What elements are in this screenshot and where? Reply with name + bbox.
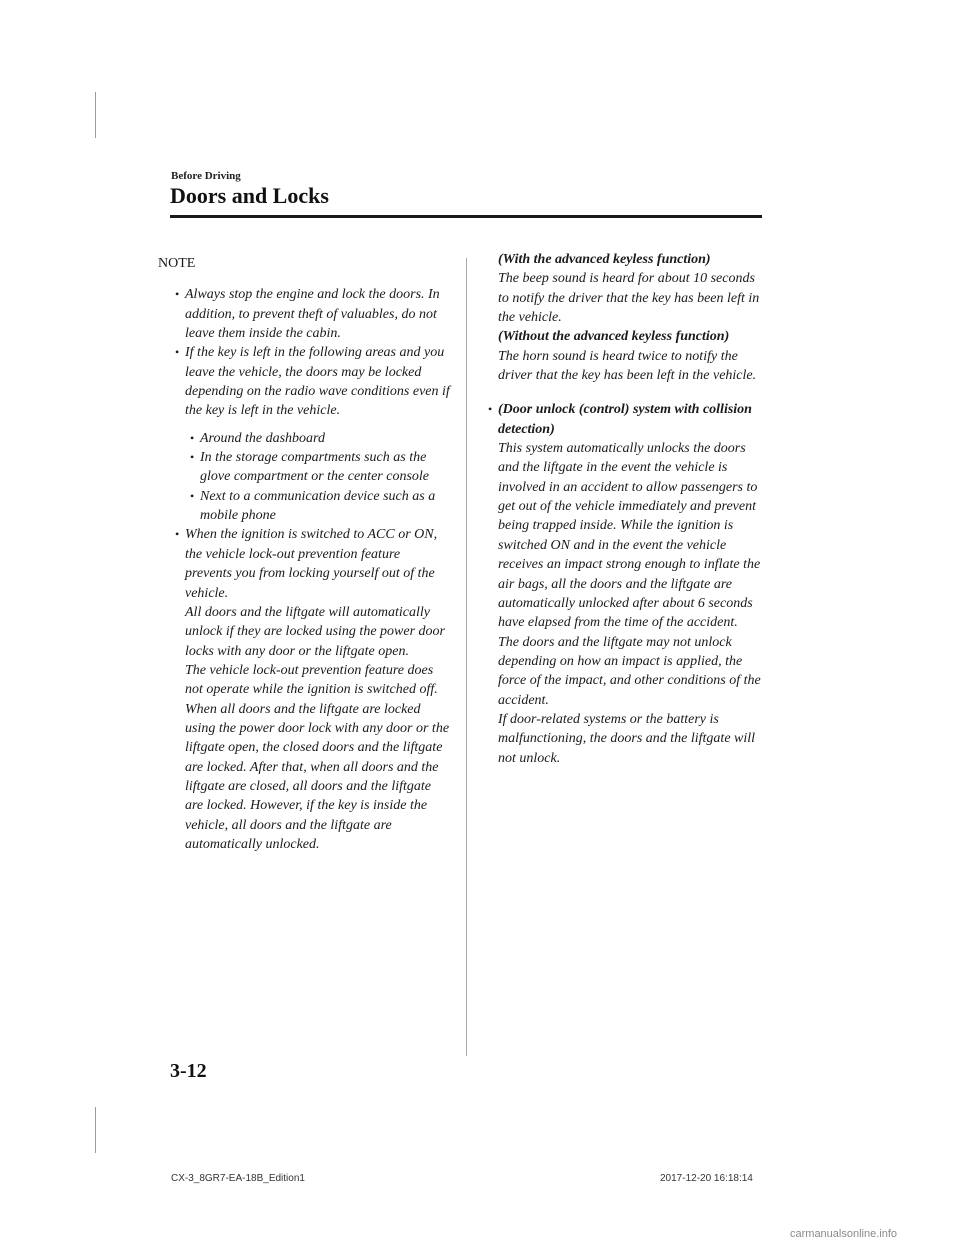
note-list-continued	[488, 400, 766, 768]
item-text: Always stop the engine and lock the doors. In addition, to prevent theft of valuables, do not leave them inside the cabin.	[185, 287, 440, 342]
continuation-text: The beep sound is heard for about 10 seconds to notify the driver that the key has been left in the vehicle.	[498, 271, 760, 326]
item-paragraph: All doors and the liftgate will automatically unlock if they are locked using the power door locks with any door or the liftgate open.	[185, 604, 445, 659]
list-item	[175, 343, 450, 525]
note-list	[158, 285, 450, 854]
item-paragraph: The vehicle lock-out prevention feature does not operate while the ignition is switched off.	[185, 662, 438, 698]
crop-mark-top	[95, 92, 96, 138]
watermark: carmanualsonline.info	[790, 1228, 898, 1240]
item-paragraph: This system automatically unlocks the doors and the liftgate in the event the vehicle is involved in an accident to allow passengers to get out of the vehicle immediately and prevent being trapped inside. While the ignition is switched ON and in the event the vehicle receives an impact strong enough to inflate the air bags, all the doors and the liftgate are automatically unlocked after about 6 seconds have elapsed from the time of the accident.	[498, 441, 761, 631]
bullet-icon: •	[175, 287, 180, 302]
sub-list	[185, 429, 450, 526]
left-column	[158, 250, 450, 854]
sub-item-text: Next to a communication device such as a mobile phone	[200, 488, 436, 524]
title-rule	[170, 215, 762, 218]
list-item	[175, 525, 450, 854]
item-heading: (Door unlock (control) system with collision detection)	[498, 402, 752, 437]
crop-mark-bottom	[95, 1107, 96, 1153]
bullet-icon: •	[175, 345, 180, 360]
document-id: CX-3_8GR7-EA-18B_Edition1	[171, 1173, 305, 1184]
bullet-icon: •	[175, 527, 180, 542]
item-paragraph: If door-related systems or the battery is malfunctioning, the doors and the liftgate will not unlock.	[498, 711, 756, 766]
bullet-icon: •	[190, 450, 195, 465]
page-number: 3-12	[170, 1060, 207, 1082]
sub-list-item	[190, 487, 450, 526]
print-timestamp: 2017-12-20 16:18:14	[660, 1173, 753, 1184]
sub-list-item	[190, 429, 450, 448]
sub-item-text: Around the dashboard	[200, 430, 325, 446]
note-label: NOTE	[158, 256, 196, 271]
item-paragraph: The doors and the liftgate may not unlock depending on how an impact is applied, the force of the impact, and other conditions of the accident.	[498, 634, 761, 708]
bullet-icon: •	[190, 430, 195, 445]
subheading-with-keyless: (With the advanced keyless function)	[498, 252, 711, 267]
list-item	[488, 400, 766, 768]
sub-item-text: In the storage compartments such as the glove compartment or the center console	[200, 450, 429, 485]
subheading-without-keyless: (Without the advanced keyless function)	[498, 329, 730, 345]
item-paragraph: When all doors and the liftgate are locked using the power door lock with any door or the liftgate open, the closed doors and the liftgate are locked. After that, when all doors and the liftgate are closed, all doors and the liftgate are locked. However, if the key is inside the vehicle, all doors and the liftgate are automatically unlocked.	[185, 701, 450, 852]
continuation-text: The horn sound is heard twice to notify the driver that the key has been left in the vehicle.	[498, 348, 757, 384]
sub-list-item	[190, 448, 450, 487]
right-column	[488, 250, 766, 768]
list-item	[175, 285, 450, 343]
item-text: If the key is left in the following areas and you leave the vehicle, the doors may be locked depending on the radio wave conditions even if the key is left in the vehicle.	[185, 345, 450, 419]
bullet-icon: •	[190, 488, 195, 503]
column-divider	[466, 258, 467, 1056]
bullet-icon: •	[488, 402, 493, 417]
section-label: Before Driving	[171, 170, 241, 182]
item-paragraph: When the ignition is switched to ACC or ON, the vehicle lock-out prevention feature prevents you from locking yourself out of the vehicle.	[185, 527, 438, 601]
page-title: Doors and Locks	[170, 183, 329, 208]
